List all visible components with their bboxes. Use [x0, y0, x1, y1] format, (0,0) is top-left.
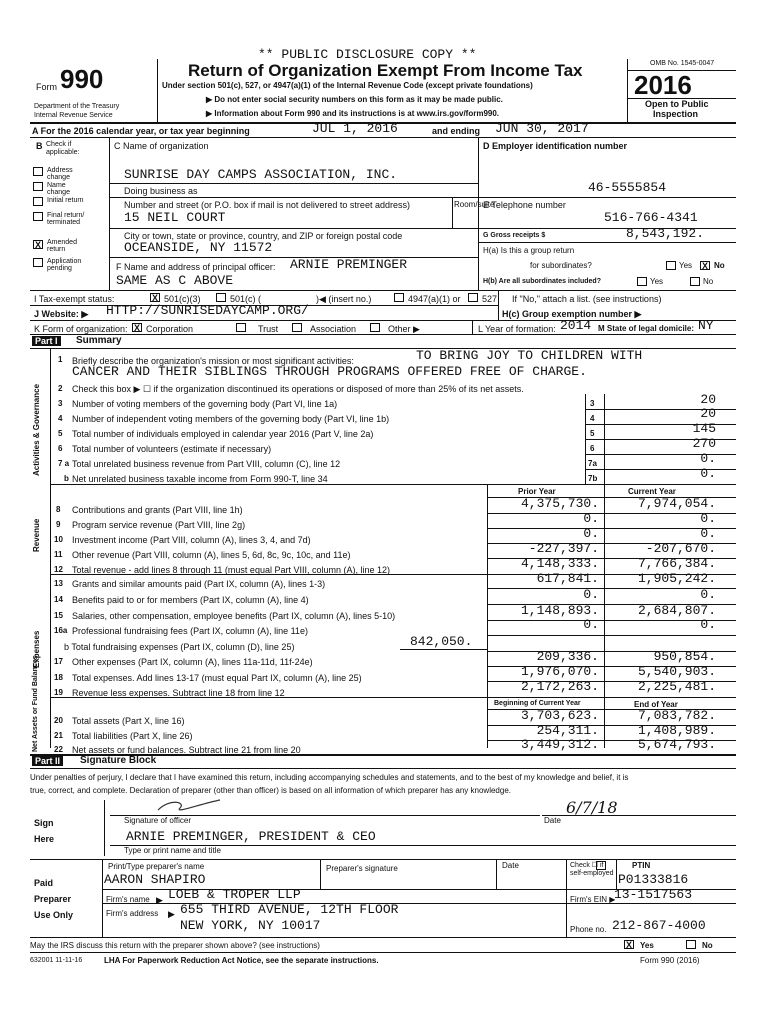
- gov-line-6-label: Total number of volunteers (estimate if necessary): [72, 444, 272, 454]
- org-name: SUNRISE DAY CAMPS ASSOCIATION, INC.: [124, 167, 398, 182]
- exp-line-19-current: 2,225,481.: [637, 679, 716, 694]
- ssn-notice: ▶ Do not enter social security numbers on this form as it may be made public.: [206, 95, 503, 104]
- gov-line-3-value: 20: [700, 392, 716, 407]
- for-subordinates-label: for subordinates?: [530, 261, 592, 270]
- officer-signature-scribble: [150, 796, 230, 816]
- gov-line-7b-label: Net unrelated business taxable income from Form 990-T, line 34: [72, 474, 328, 484]
- gross-receipts-label: G Gross receipts $: [483, 232, 546, 239]
- rev-line-10-current: 0.: [700, 526, 716, 541]
- preparer-name-label: Print/Type preparer's name: [108, 862, 205, 871]
- net-line-22-prior: 3,449,312.: [520, 737, 599, 752]
- firm-address-line2: NEW YORK, NY 10017: [180, 918, 321, 933]
- name-change-checkbox[interactable]: [33, 182, 43, 191]
- corporation-checkbox[interactable]: X: [133, 323, 140, 333]
- amended-return-label: Amended return: [47, 239, 77, 253]
- exp-line-18-label: Total expenses. Add lines 13-17 (must equal Part IX, column (A), line 25): [72, 673, 362, 683]
- sign-label: Sign: [34, 818, 54, 828]
- dept-treasury: Department of the Treasury: [34, 103, 120, 110]
- irs-discuss-yes-label: Yes: [640, 941, 654, 950]
- subordinates-yes-label: Yes: [650, 277, 664, 286]
- irs-discuss-no-checkbox[interactable]: [686, 940, 696, 949]
- exp-line-15-prior: 1,148,893.: [520, 603, 599, 618]
- preparer-date-label: Date: [502, 861, 519, 870]
- 527-label: 527: [482, 294, 498, 304]
- lha-notice: LHA For Paperwork Reduction Act Notice, see the separate instructions.: [104, 956, 379, 965]
- rev-line-9-label: Program service revenue (Part VIII, line 2g): [72, 520, 246, 530]
- net-line-21-label: Total liabilities (Part X, line 26): [72, 731, 193, 741]
- rev-line-8-prior: 4,375,730.: [520, 496, 599, 511]
- exp-line-14-current: 0.: [700, 587, 716, 602]
- net-line-20-prior: 3,703,623.: [520, 708, 599, 723]
- side-label-governance: Activities & Governance: [32, 383, 41, 476]
- signature-of-officer-label: Signature of officer: [124, 816, 192, 825]
- current-year-header: Current Year: [628, 487, 676, 496]
- group-exemption-label: H(c) Group exemption number ▶: [502, 309, 642, 319]
- officer-address: SAME AS C ABOVE: [116, 273, 234, 288]
- part1-title: Summary: [76, 335, 122, 346]
- rev-line-8-label: Contributions and grants (Part VIII, line 1h): [72, 505, 243, 515]
- amended-return-checkbox[interactable]: X: [34, 240, 41, 250]
- exp-line-16b-label: b Total fundraising expenses (Part IX, column (D), line 25): [64, 642, 295, 652]
- group-return-no-label: No: [714, 261, 725, 270]
- year-formation-label: L Year of formation:: [478, 324, 556, 334]
- firm-name-label: Firm's name: [106, 895, 150, 904]
- line2-label: Check this box ▶ ☐ if the organization discontinued its operations or disposed of more than 25% of its net assets.: [72, 384, 524, 394]
- rev-line-10-label: Investment income (Part VIII, column (A), lines 3, 4, and 7d): [72, 535, 311, 545]
- initial-return-label: Initial return: [47, 197, 84, 204]
- rev-line-9-prior: 0.: [583, 511, 599, 526]
- association-label: Association: [310, 324, 357, 334]
- exp-line-18-current: 5,540,903.: [637, 664, 716, 679]
- net-line-22-label: Net assets or fund balances. Subtract line 21 from line 20: [72, 745, 301, 755]
- ein-label: D Employer identification number: [483, 141, 628, 151]
- officer-name-title: ARNIE PREMINGER, PRESIDENT & CEO: [126, 829, 376, 844]
- net-line-21-current: 1,408,989.: [637, 723, 716, 738]
- line-a-label: A For the 2016 calendar year, or tax year beginning: [32, 126, 250, 136]
- trust-label: Trust: [258, 324, 279, 334]
- website-url[interactable]: HTTP://SUNRISEDAYCAMP.ORG/: [106, 303, 309, 318]
- inspection: Inspection: [653, 109, 699, 119]
- part1-badge: Part I: [32, 336, 61, 346]
- gov-line-7b-value: 0.: [700, 466, 716, 481]
- signature-date: 6/7/18: [566, 798, 618, 817]
- exp-line-14-prior: 0.: [583, 587, 599, 602]
- part2-title: Signature Block: [80, 755, 157, 766]
- open-public: Open to Public: [645, 99, 709, 109]
- beginning-year-header: Beginning of Current Year: [494, 700, 581, 707]
- application-pending-checkbox[interactable]: [33, 258, 43, 267]
- dba-label: Doing business as: [124, 186, 198, 196]
- part2-badge: Part II: [32, 756, 63, 766]
- address-change-checkbox[interactable]: [33, 167, 43, 176]
- check-if-applicable: Check if applicable:: [46, 141, 80, 156]
- ptin-label: PTIN: [632, 861, 651, 870]
- website-label: J Website: ▶: [34, 309, 89, 319]
- firm-phone: 212-867-4000: [612, 918, 706, 933]
- exp-line-17-current: 950,854.: [653, 649, 716, 664]
- form-footer-id: Form 990 (2016): [640, 956, 700, 965]
- rev-line-12-current: 7,766,384.: [637, 556, 716, 571]
- signature-date-label: Date: [544, 816, 561, 825]
- exp-line-19-prior: 2,172,263.: [520, 679, 599, 694]
- street-label: Number and street (or P.O. box if mail is not delivered to street address): [124, 200, 410, 210]
- exp-line-13-current: 1,905,242.: [637, 571, 716, 586]
- firm-name: LOEB & TROPER LLP: [168, 887, 301, 902]
- form-title: Return of Organization Exempt From Income Tax: [188, 61, 583, 80]
- firm-phone-label: Phone no.: [570, 925, 607, 934]
- principal-officer: ARNIE PREMINGER: [290, 257, 408, 272]
- exp-line-17-prior: 209,336.: [536, 649, 599, 664]
- preparer-signature-label: Preparer's signature: [326, 864, 398, 873]
- other-org-label: Other ▶: [388, 324, 420, 334]
- end-of-year-header: End of Year: [634, 700, 678, 709]
- form-of-org-label: K Form of organization:: [34, 324, 128, 334]
- gov-line-7a-value: 0.: [700, 451, 716, 466]
- rev-line-10-prior: 0.: [583, 526, 599, 541]
- penalty-text-2: true, correct, and complete. Declaration of preparer (other than officer) is based on all information of which preparer has any knowledge.: [30, 786, 511, 795]
- group-return-yes-label: Yes: [679, 261, 693, 270]
- exp-line-13-label: Grants and similar amounts paid (Part IX, column (A), lines 1-3): [72, 579, 326, 589]
- application-pending-label: Application pending: [47, 258, 82, 272]
- self-employed-checkbox[interactable]: [596, 861, 606, 870]
- exp-line-19-label: Revenue less expenses. Subtract line 18 from line 12: [72, 688, 285, 698]
- gov-line-5-label: Total number of individuals employed in calendar year 2016 (Part V, line 2a): [72, 429, 374, 439]
- preparer-name: AARON SHAPIRO: [104, 872, 206, 887]
- irs-discuss-no-label: No: [702, 941, 713, 950]
- firm-ein: 13-1517563: [614, 887, 693, 902]
- subordinates-included-label: H(b) Are all subordinates included?: [483, 278, 601, 285]
- section-b-label: B: [36, 141, 43, 151]
- trust-checkbox[interactable]: [236, 323, 246, 332]
- 4947-checkbox[interactable]: [394, 293, 404, 302]
- and-ending-label: and ending: [432, 126, 480, 136]
- rev-line-12-prior: 4,148,333.: [520, 556, 599, 571]
- group-return-no-checkbox[interactable]: X: [701, 261, 708, 271]
- gov-line-3-label: Number of voting members of the governing body (Part VI, line 1a): [72, 399, 338, 409]
- use-only-label: Use Only: [34, 910, 74, 920]
- state-domicile-value: NY: [698, 318, 714, 333]
- org-city: OCEANSIDE, NY 11572: [124, 240, 273, 255]
- mission-line2: CANCER AND THEIR SIBLINGS THROUGH PROGRAMS OFFERED FREE OF CHARGE.: [72, 364, 587, 379]
- subordinates-no-checkbox[interactable]: [690, 277, 700, 286]
- other-org-checkbox[interactable]: [370, 323, 380, 332]
- info-notice: ▶ Information about Form 990 and its instructions is at www.irs.gov/form990.: [206, 109, 500, 118]
- mission-line1: TO BRING JOY TO CHILDREN WITH: [416, 348, 643, 363]
- subordinates-yes-checkbox[interactable]: [637, 277, 647, 286]
- prior-year-header: Prior Year: [518, 487, 556, 496]
- name-change-label: Name change: [47, 182, 70, 196]
- 501c3-label: 501(c)(3): [164, 294, 201, 304]
- type-print-label: Type or print name and title: [124, 846, 221, 855]
- 4947-label: 4947(a)(1) or: [408, 294, 461, 304]
- firm-ein-label: Firm's EIN ▶: [570, 895, 616, 904]
- line1-label: Briefly describe the organization's mission or most significant activities:: [72, 356, 354, 366]
- city-label: City or town, state or province, country, and ZIP or foreign postal code: [124, 231, 403, 241]
- net-line-20-label: Total assets (Part X, line 16): [72, 716, 185, 726]
- address-change-label: Address change: [47, 167, 73, 181]
- form-number: 990: [60, 64, 104, 94]
- irs-label: Internal Revenue Service: [34, 112, 113, 119]
- 501c-label: 501(c) (: [230, 294, 262, 304]
- year-formation-value: 2014: [560, 318, 592, 333]
- public-copy-banner: ** PUBLIC DISCLOSURE COPY **: [258, 47, 477, 62]
- org-street: 15 NEIL COURT: [124, 210, 226, 225]
- room-suite-label: Room/suite: [454, 200, 495, 209]
- association-checkbox[interactable]: [292, 323, 302, 332]
- rev-line-11-current: -207,670.: [645, 541, 716, 556]
- officer-label: F Name and address of principal officer:: [116, 262, 276, 272]
- side-label-net-assets: Net Assets or Fund Balances: [32, 655, 39, 752]
- form-subtitle: Under section 501(c), 527, or 4947(a)(1) of the Internal Revenue Code (except private foundations): [162, 81, 533, 90]
- irs-discuss-yes-checkbox[interactable]: X: [625, 940, 632, 950]
- gov-line-7a-label: Total unrelated business revenue from Part VIII, column (C), line 12: [72, 459, 341, 469]
- 501c3-checkbox[interactable]: X: [151, 293, 158, 303]
- firm-address-line1: 655 THIRD AVENUE, 12TH FLOOR: [180, 902, 399, 917]
- exp-line-14-label: Benefits paid to or for members (Part IX, column (A), line 4): [72, 595, 309, 605]
- rev-line-12-label: Total revenue - add lines 8 through 11 (must equal Part VIII, column (A), line 12): [72, 565, 390, 575]
- firm-address-label: Firm's address: [106, 909, 159, 918]
- phone-value: 516-766-4341: [604, 210, 698, 225]
- form-label: Form: [36, 82, 57, 92]
- rev-line-11-label: Other revenue (Part VIII, column (A), lines 5, 6d, 8c, 9c, 10c, and 11e): [72, 550, 351, 560]
- tax-year-begin: JUL 1, 2016: [312, 121, 398, 136]
- group-return-yes-checkbox[interactable]: [666, 261, 676, 270]
- exp-line-13-prior: 617,841.: [536, 571, 599, 586]
- exp-line-16a-current: 0.: [700, 617, 716, 632]
- 501c-checkbox[interactable]: [216, 293, 226, 302]
- here-label: Here: [34, 834, 55, 844]
- rev-line-11-prior: -227,397.: [528, 541, 599, 556]
- insert-no-label: )◀ (insert no.): [316, 294, 372, 304]
- self-employed-label: Check ☐ if self-employed: [570, 862, 614, 877]
- org-name-label: C Name of organization: [114, 141, 209, 151]
- net-line-21-prior: 254,311.: [536, 723, 599, 738]
- exp-line-16b-value: 842,050.: [410, 634, 473, 649]
- corporation-label: Corporation: [146, 324, 194, 334]
- exp-line-15-label: Salaries, other compensation, employee benefits (Part IX, column (A), lines 5-10): [72, 611, 396, 621]
- gov-line-4-value: 20: [700, 406, 716, 421]
- ptin-value: P01333816: [618, 872, 689, 887]
- final-return-checkbox[interactable]: [33, 212, 43, 221]
- tax-year-end: JUN 30, 2017: [495, 121, 589, 136]
- initial-return-checkbox[interactable]: [33, 197, 43, 206]
- side-label-revenue: Revenue: [32, 518, 41, 552]
- paid-label: Paid: [34, 878, 54, 888]
- gov-line-4-label: Number of independent voting members of the governing body (Part VI, line 1b): [72, 414, 390, 424]
- attach-list-note: If "No," attach a list. (see instructions): [512, 294, 662, 304]
- ein-value: 46-5555854: [588, 180, 667, 195]
- 527-checkbox[interactable]: [468, 293, 478, 302]
- exp-line-15-current: 2,684,807.: [637, 603, 716, 618]
- net-line-20-current: 7,083,782.: [637, 708, 716, 723]
- tax-year: 2016: [634, 70, 692, 100]
- exp-line-16a-prior: 0.: [583, 617, 599, 632]
- irs-discuss-question: May the IRS discuss this return with the preparer shown above? (see instructions): [30, 941, 320, 950]
- side-label-expenses: Expenses: [32, 630, 41, 668]
- net-line-22-current: 5,674,793.: [637, 737, 716, 752]
- preparer-label: Preparer: [34, 894, 72, 904]
- gov-line-5-value: 145: [692, 421, 716, 436]
- penalty-text-1: Under penalties of perjury, I declare that I have examined this return, including accompanying schedules and statements, and to the best of my knowledge and belief, it is: [30, 773, 629, 782]
- gov-line-6-value: 270: [692, 436, 716, 451]
- gross-receipts-value: 8,543,192.: [626, 226, 705, 241]
- exp-line-16a-label: Professional fundraising fees (Part IX, column (A), line 11e): [72, 626, 308, 636]
- rev-line-9-current: 0.: [700, 511, 716, 526]
- omb-number: OMB No. 1545-0047: [650, 60, 715, 67]
- state-domicile-label: M State of legal domicile:: [598, 324, 695, 333]
- group-return-label: H(a) Is this a group return: [483, 246, 575, 255]
- phone-label: E Telephone number: [483, 200, 566, 210]
- form-code: 632001 11-11-16: [30, 957, 83, 964]
- exp-line-18-prior: 1,976,070.: [520, 664, 599, 679]
- exp-line-17-label: Other expenses (Part IX, column (A), lines 11a-11d, 11f-24e): [72, 657, 313, 667]
- tax-exempt-status-label: I Tax-exempt status:: [34, 294, 115, 304]
- rev-line-8-current: 7,974,054.: [637, 496, 716, 511]
- subordinates-no-label: No: [703, 277, 714, 286]
- final-return-label: Final return/ terminated: [47, 212, 85, 226]
